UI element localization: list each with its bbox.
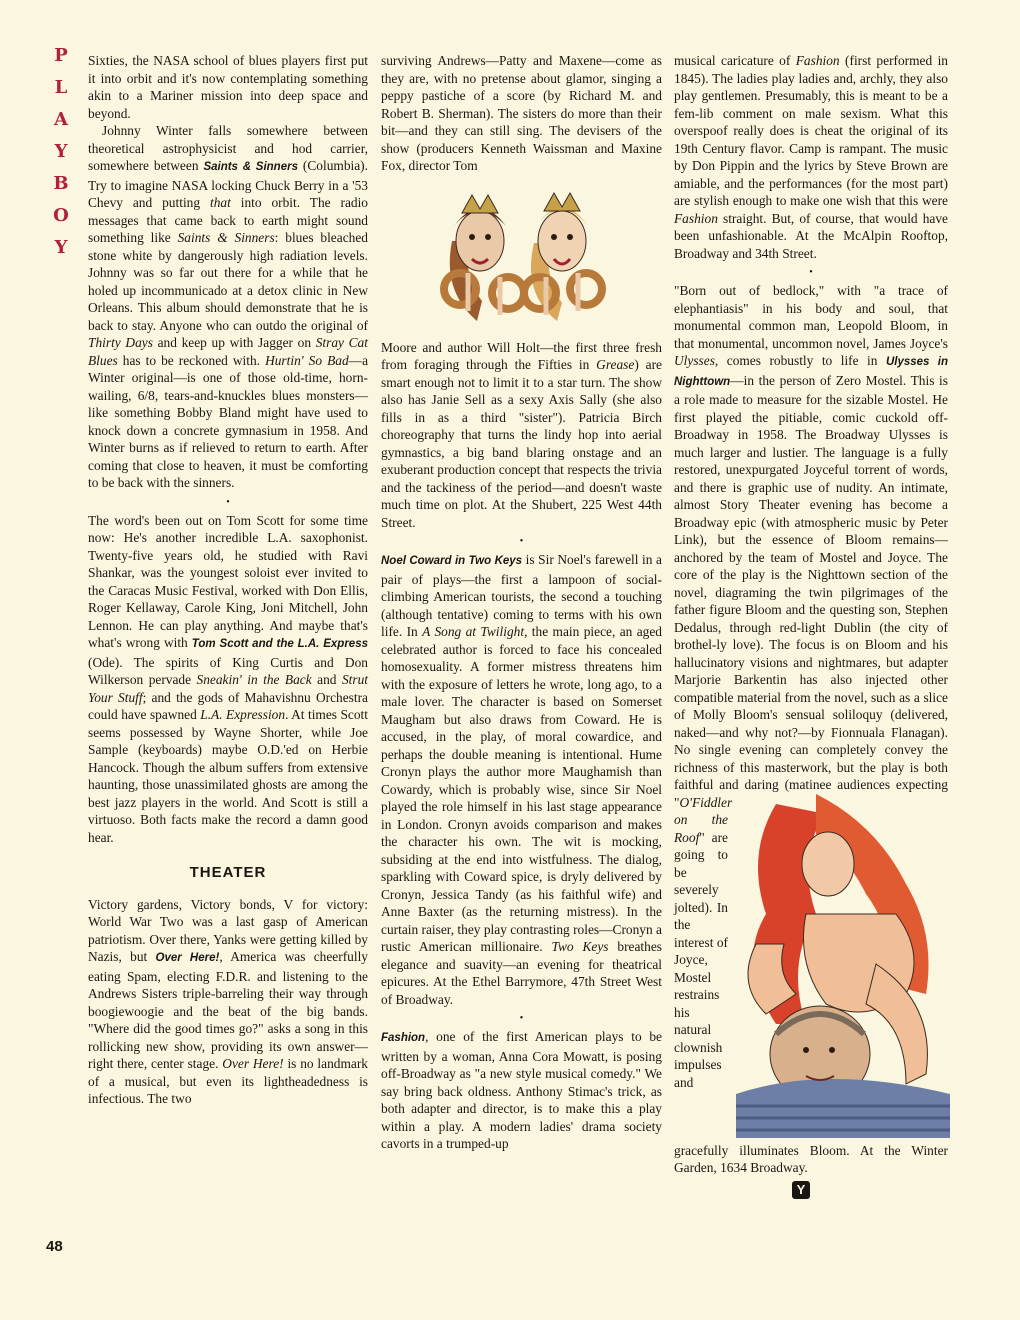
paragraph: Victory gardens, Victory bonds, V for victory: World War Two was a last gasp of American patriotism. Over there, Yanks were getting killed by Nazis, but Over Here!, America was cheerfully eating Spam, electing F.D.R. and listening to the Andrews Sisters triple-barreling their way through boogiewoogie and the beat of the big bands. "Where did the good times go?" asks a song in this rollicking new show, providing its own answer—right there, center stage. Over Here! is no landmark of a musical, but even its lightheadedness is infectious. The two: [88, 896, 368, 1106]
masthead-letter: O: [53, 205, 69, 226]
masthead-letter: A: [54, 109, 68, 130]
paragraph: "Born out of bedlock," with "a trace of elephantiasis" in his body and soul, that monumental common man, Leopold Bloom, in that monumental, uncommon novel, James Joyce's Ulysses, comes robustly to life in Ulysses in Nighttown—in the person of Zero Mostel. This is a role made to measure for the sizable Mostel. He first played the pitiable, comic cuckold off-Broadway in 1958. The Broadway Ulysses is much larger and lustier. The language is a fully restored, unexpurgated Joyceful torrent of words, and there is graphic use of nudity. An intimate, almost Story Theater evening has become a Broadway epic (with atmospheric music by Peter Link), but the essence of Bloom remains—anchored by the team of Mostel and Joyce. The core of the play is the Nighttown section of the novel, diagraming the twin pilgrimages of the father figure Bloom and the questing son, Stephen Dedalus, through red-light Dublin (the city of brothel-ly love). The focus is on Bloom and his hallucinatory visions and nightmares, but adapter Marjorie Barkentin has also injected other compatible material from the novel, such as a slice of Molly Bloom's sensual soliloquy (delivered, naked—and why not?—by Fionnuala Flanagan). No single evening can completely convey the richness of this masterwork, but the play is both faithful and daring (matinee audiences expecting " O'Fiddler on the Roof" are going to be severely jolted). In the interest of Joyce, Mostel restrains his natural clownish impulses and gracefully illuminates Bloom. At the Winter Garden, 1634 Broadway.: [674, 283, 948, 1175]
masthead-letter: B: [53, 173, 69, 194]
end-mark-icon: Y: [792, 1181, 810, 1199]
masthead: [48, 40, 74, 264]
paragraph: Johnny Winter falls somewhere between theoretical astrophysicist and hod carrier, somewhere between Saints & Sinners (Columbia). Try to imagine NASA locking Chuck Berry in a '53 Chevy and putting that into orbit. The radio messages that came back to earth might sound something like Saints & Sinners: blues bleached stone white by dangerously high radiation levels. Johnny was so far out there for a while that he holed up incommunicado at a detox clinic in New Orleans. This album should demonstrate that he is back to stay. Anyone who can outdo the original of Thirty Days and keep up with Jagger on Stray Cat Blues has to be reckoned with. Hurtin' So Bad—a Winter original—is one of those old-time, horn-wailing, 6/8, tears-and-knuckles blues monsters—like something Bobby Bland might have used to knock down a concrete gymnasium in 1958. And Winter burns as if relieved to return to earth. After coming that close to heaven, it must be comforting to be back with the sinners.: [88, 123, 369, 490]
section-bullet: •: [226, 496, 230, 508]
column-2: [381, 52, 662, 1153]
column-1: [88, 52, 368, 1108]
page-number: 48: [46, 1238, 63, 1255]
paragraph: Noel Coward in Two Keys is Sir Noel's farewell in a pair of plays—the first a lampoon of social-climbing American tourists, the second a touching (although tentative) coming to terms with his own life. In A Song at Twilight, the main piece, an aged celebrated author is forced to face his concealed homosexuality. A former mistress threatens him with the exposure of letters he wrote, long ago, to a male lover. The character is based on Somerset Maugham but also draws from Coward. He is accused, in the play, of moral cowardice, and perhaps the double meaning is intentional. Hume Cronyn plays the author more Maughamish than Cowardy, which is probably wise, since Sir Noel played the role himself in his last stage appearance in London. Cronyn avoids comparison and makes the character his own. The wit is mocking, subsiding at the end into wistfulness. The dialog, sparkling with Coward spice, is dryly delivered by Cronyn, Jessica Tandy (as his faithful wife) and Anne Baxter (as the returning mistress). In the curtain raiser, they play contrasting roles—Cronyn a rustic American millionaire. Two Keys breathes elegance and suavity—an evening for theatrical epicures. At the Ethel Barrymore, 47th Street West of Broadway.: [381, 552, 662, 1007]
masthead-letter: Y: [54, 141, 68, 162]
masthead-letter: P: [54, 45, 68, 66]
paragraph: The word's been out on Tom Scott for some time now: He's another incredible L.A. saxophonist. Twenty-five years old, he studied with Ravi Shankar, was the youngest soloist ever invited to the Caracas Music Festival, worked with Don Ellis, Roger Kellaway, Carole King, Joni Mitchell, John Lennon. He can play anything. And maybe that's what's wrong with Tom Scott and the L.A. Express (Ode). The spirits of King Curtis and Don Wilkerson pervade Sneakin' in the Back and Strut Your Stuff; and the gods of Mahavishnu Orchestra could have spawned L.A. Expression. At times Scott seems possessed by Wayne Shorter, while Joe Sample (keyboards) maybe O.D.'ed on Herbie Hancock. Though the album suffers from extensive haunting, those unassimilated ghosts are among the best jazz players in the world. And Scott is still a virtuoso. Both facts make the record a damn good hear.: [88, 512, 369, 845]
paragraph: Fashion, one of the first American plays to be written by a woman, Anna Cora Mowatt, is posing off-Broadway as "a new style musical comedy." We say bring back oldness. Anthony Stimac's trick, as both adapter and director, is to make this a play within a play. A modern ladies' drama society cavorts in a trumped-up: [381, 1029, 662, 1151]
section-heading: THEATER: [189, 864, 267, 881]
section-bullet: •: [809, 267, 813, 278]
paragraph: Moore and author Will Holt—the first three fresh from foraging through the Fifties in Grease) are smart enough not to limit it to a star turn. The show also has Janie Sell as a sexy Axis Sally (she also fills in as a third "sister"). Patricia Birch choreography that turns the lindy hop into aerial gymnastics, a big band blaring onstage and an exuberant production concept that respects the trivia and the tackiness of the period—and doesn't waste much time on plot. At the Shubert, 225 West 44th Street.: [381, 339, 662, 530]
masthead-letter: L: [54, 77, 68, 98]
column-3: [674, 52, 948, 1199]
masthead-letter: Y: [54, 237, 68, 258]
paragraph: Sixties, the NASA school of blues players first put it into orbit and it's now contemplating something akin to a Mariner mission into deep space and beyond.: [88, 53, 368, 121]
paragraph: musical caricature of Fashion (first performed in 1845). The ladies play ladies and, archly, they also play gentlemen. Presumably, this is meant to be a fem-lib comment on male sexism. What this overspoof really does is cheat the original of its 19th Century flavor. Camp is rampant. The music by Don Pippin and the lyrics by Steve Brown are amiable, and the performances (for the most part) are stylish enough to make one wish that this were Fashion straight. But, of course, that would have been unfashionable. At the McAlpin Rooftop, Broadway and 34th Street.: [674, 53, 948, 261]
paragraph: surviving Andrews—Patty and Maxene—come as they are, with no pretense about glamor, singing a peppy pastiche of a score (by Richard M. and Robert B. Sherman). The sisters do more than their bit—and they can still sing. The devisers of the show (producers Kenneth Waissman and Maxine Fox, director Tom: [381, 53, 662, 173]
section-bullet: •: [519, 1013, 524, 1024]
molly-and-bloom-illustration: [736, 794, 950, 1138]
section-bullet: •: [519, 536, 524, 547]
sisters-caricature-illustration: [422, 181, 622, 331]
